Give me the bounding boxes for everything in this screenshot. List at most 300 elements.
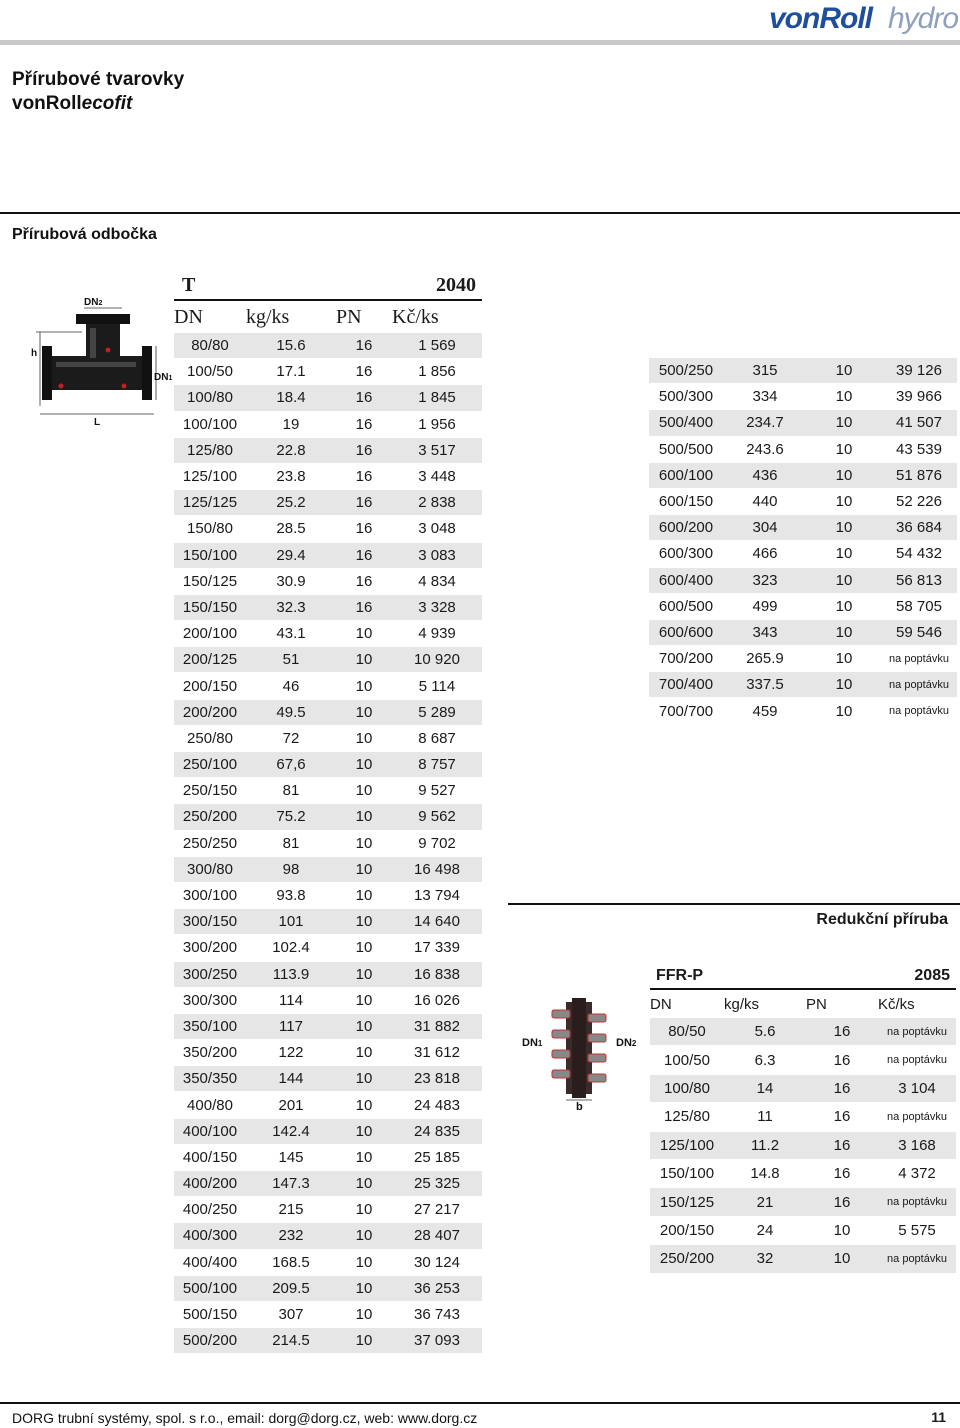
cell-weight: 5.6 (754, 1023, 776, 1041)
table-row (174, 1014, 482, 1040)
cell-price: 31 612 (414, 1044, 460, 1062)
cell-dn: 700/700 (658, 702, 714, 720)
table-row (174, 1092, 482, 1118)
cell-price: 1 845 (418, 389, 456, 407)
tee-label-h: h (31, 348, 38, 359)
cell-weight: 11 (757, 1108, 773, 1126)
cell-weight: 114 (279, 991, 303, 1009)
cell-price: 16 838 (414, 965, 460, 983)
cell-dn: 400/100 (182, 1122, 238, 1140)
cell-weight: 215 (278, 1201, 304, 1219)
cell-price: 51 876 (896, 466, 942, 484)
table-type: FFR-P (656, 966, 704, 984)
cell-dn: 100/50 (664, 1051, 710, 1069)
cell-dn: 150/100 (182, 546, 238, 564)
cell-pn: 10 (355, 1044, 373, 1062)
table-body (174, 333, 482, 1354)
cell-weight: 98 (282, 860, 300, 878)
cell-price: na poptávku (889, 678, 949, 691)
cell-pn: 16 (833, 1165, 851, 1183)
cell-price: 25 325 (414, 1175, 460, 1193)
cell-dn: 600/300 (658, 545, 714, 563)
footer-rule (0, 1402, 960, 1404)
cell-pn: 10 (355, 677, 373, 695)
cell-price: 23 818 (414, 1070, 460, 1088)
cell-price: 24 835 (414, 1122, 460, 1140)
cell-price: 4 939 (418, 625, 456, 643)
cell-weight: 499 (752, 597, 778, 615)
table-row (649, 515, 957, 541)
cell-weight: 21 (756, 1193, 774, 1211)
table-row (174, 804, 482, 830)
cell-price: na poptávku (887, 1054, 947, 1067)
cell-dn: 300/250 (182, 965, 238, 983)
cell-pn: 16 (355, 441, 373, 459)
table-row (174, 1302, 482, 1328)
cell-price: 30 124 (414, 1253, 460, 1271)
tee-label-dn1: DN1 (154, 372, 173, 383)
cell-weight: 15.6 (276, 337, 306, 355)
table-row (174, 778, 482, 804)
cell-price: 54 432 (896, 545, 942, 563)
cell-dn: 350/200 (182, 1044, 238, 1062)
cell-pn: 16 (355, 598, 373, 616)
header-pn: PN (806, 995, 827, 1013)
cell-weight: 93.8 (276, 887, 306, 905)
reducer-label-dn1: DN1 (522, 1037, 543, 1049)
table-body (649, 358, 957, 725)
cell-price: na poptávku (887, 1252, 947, 1265)
tee-label-l: L (94, 417, 101, 428)
cell-dn: 600/100 (658, 466, 714, 484)
cell-price: 2 838 (418, 494, 456, 512)
cell-dn: 700/400 (658, 676, 714, 694)
table-row (174, 438, 482, 464)
table-row (649, 437, 957, 463)
table-row (650, 1188, 956, 1216)
tee-price-table-continued (649, 358, 957, 725)
table-row (649, 594, 957, 620)
cell-weight: 201 (278, 1096, 304, 1114)
header-dn: DN (174, 305, 203, 328)
cell-price: 59 546 (896, 623, 942, 641)
cell-pn: 10 (355, 625, 373, 643)
cell-price: 3 048 (418, 520, 456, 538)
cell-weight: 466 (752, 545, 778, 563)
cell-price: 3 104 (898, 1079, 936, 1097)
table-row (174, 935, 482, 961)
cell-pn: 10 (835, 493, 853, 511)
cell-pn: 10 (355, 887, 373, 905)
header-weight: kg/ks (724, 995, 760, 1013)
cell-pn: 10 (835, 650, 853, 668)
cell-pn: 10 (835, 571, 853, 589)
cell-weight: 81 (282, 782, 300, 800)
cell-dn: 300/100 (182, 887, 238, 905)
cell-pn: 10 (355, 1253, 373, 1271)
cell-price: 36 253 (414, 1279, 460, 1297)
cell-weight: 436 (752, 466, 778, 484)
cell-pn: 10 (835, 545, 853, 563)
cell-weight: 440 (752, 493, 778, 511)
cell-price: 16 026 (414, 991, 460, 1009)
cell-pn: 10 (835, 388, 853, 406)
cell-price: 3 168 (898, 1136, 936, 1154)
table-row (174, 1040, 482, 1066)
cell-pn: 10 (355, 1148, 373, 1166)
cell-pn: 10 (355, 1227, 373, 1245)
cell-dn: 500/100 (182, 1279, 238, 1297)
table-row (174, 412, 482, 438)
cell-weight: 46 (282, 677, 300, 695)
cell-price: 3 083 (418, 546, 456, 564)
table-row (174, 726, 482, 752)
cell-dn: 80/80 (191, 337, 229, 355)
cell-weight: 25.2 (276, 494, 306, 512)
cell-price: 3 517 (418, 441, 456, 459)
cell-price: 4 834 (418, 572, 456, 590)
cell-weight: 147.3 (272, 1175, 310, 1193)
cell-weight: 145 (278, 1148, 304, 1166)
table-row (650, 1075, 956, 1103)
table-row (649, 646, 957, 672)
cell-dn: 125/125 (182, 494, 238, 512)
cell-weight: 337.5 (746, 676, 784, 694)
cell-pn: 10 (355, 860, 373, 878)
cell-dn: 250/250 (182, 834, 238, 852)
table-row (649, 568, 957, 594)
cell-dn: 500/150 (182, 1306, 238, 1324)
cell-pn: 16 (355, 494, 373, 512)
table-row (650, 1160, 956, 1188)
cell-price: 5 114 (418, 677, 456, 695)
cell-dn: 250/150 (182, 782, 238, 800)
table-code: 2040 (436, 274, 476, 296)
reducer-flange-figure (516, 984, 646, 1114)
table-row (174, 621, 482, 647)
cell-dn: 150/125 (182, 572, 238, 590)
table-row (649, 410, 957, 436)
cell-dn: 150/150 (182, 598, 238, 616)
cell-weight: 6.3 (754, 1051, 776, 1069)
cell-dn: 80/50 (668, 1023, 706, 1041)
cell-dn: 125/100 (182, 468, 238, 486)
cell-dn: 500/200 (182, 1332, 238, 1350)
cell-weight: 117 (279, 1017, 303, 1035)
table-row (174, 333, 482, 359)
cell-dn: 200/150 (659, 1221, 715, 1239)
cell-weight: 24 (756, 1221, 774, 1239)
cell-dn: 500/400 (658, 414, 714, 432)
table-header-row (650, 990, 956, 1018)
cell-weight: 102.4 (272, 939, 310, 957)
cell-dn: 600/400 (658, 571, 714, 589)
cell-weight: 214.5 (272, 1332, 310, 1350)
cell-price: 31 882 (414, 1017, 460, 1035)
cell-price: 27 217 (414, 1201, 460, 1219)
cell-dn: 400/300 (182, 1227, 238, 1245)
cell-dn: 250/200 (182, 808, 238, 826)
table-row (649, 463, 957, 489)
table-row (174, 752, 482, 778)
cell-price: na poptávku (889, 705, 949, 718)
table-row (650, 1018, 956, 1046)
table-row (174, 962, 482, 988)
cell-price: 14 640 (414, 913, 460, 931)
table-row (649, 620, 957, 646)
reducer-section-rule (508, 903, 960, 905)
cell-dn: 600/500 (658, 597, 714, 615)
cell-price: 25 185 (414, 1148, 460, 1166)
table-row (174, 543, 482, 569)
cell-pn: 16 (355, 415, 373, 433)
cell-pn: 16 (355, 520, 373, 538)
table-title-row (174, 271, 482, 301)
cell-weight: 144 (278, 1070, 304, 1088)
cell-pn: 10 (835, 676, 853, 694)
cell-price: 52 226 (896, 493, 942, 511)
cell-weight: 30.9 (276, 572, 306, 590)
reducer-heading: Redukční příruba (816, 911, 948, 928)
cell-pn: 10 (355, 1332, 373, 1350)
cell-pn: 10 (355, 834, 373, 852)
page-number: 11 (931, 1409, 946, 1425)
cell-weight: 343 (752, 623, 778, 641)
cell-weight: 101 (278, 913, 304, 931)
table-row (649, 489, 957, 515)
cell-pn: 10 (355, 1175, 373, 1193)
cell-price: 39 126 (896, 362, 942, 380)
cell-pn: 16 (355, 546, 373, 564)
cell-price: 1 856 (418, 363, 456, 381)
cell-weight: 19 (282, 415, 300, 433)
cell-dn: 400/250 (182, 1201, 238, 1219)
cell-price: 3 448 (418, 468, 456, 486)
cell-price: 8 757 (418, 756, 456, 774)
table-row (174, 647, 482, 673)
brand-logo-hydro: hydro (887, 2, 958, 35)
cell-dn: 350/100 (182, 1017, 238, 1035)
reducer-price-table (650, 963, 956, 1274)
cell-weight: 72 (282, 729, 300, 747)
cell-weight: 243.6 (746, 440, 784, 458)
cell-pn: 16 (355, 389, 373, 407)
table-header-row (174, 301, 482, 333)
page-title-line1: Přírubové tvarovky (12, 69, 185, 90)
cell-pn: 10 (833, 1221, 851, 1239)
cell-dn: 100/80 (664, 1079, 710, 1097)
cell-price: 41 507 (896, 414, 942, 432)
cell-pn: 16 (355, 572, 373, 590)
cell-pn: 10 (355, 782, 373, 800)
tee-fitting-figure (26, 298, 176, 428)
cell-pn: 16 (833, 1079, 851, 1097)
table-row (174, 988, 482, 1014)
table-row (649, 698, 957, 724)
cell-weight: 265.9 (746, 650, 784, 668)
table-row (174, 857, 482, 883)
cell-dn: 150/80 (187, 520, 233, 538)
cell-weight: 49.5 (276, 703, 306, 721)
cell-weight: 43.1 (276, 625, 306, 643)
table-row (174, 1119, 482, 1145)
cell-pn: 16 (355, 337, 373, 355)
cell-weight: 11.2 (750, 1136, 780, 1154)
cell-price: 28 407 (414, 1227, 460, 1245)
table-row (174, 883, 482, 909)
brand-logo-von: vonRoll (769, 2, 872, 35)
table-row (174, 464, 482, 490)
cell-weight: 307 (278, 1306, 304, 1324)
cell-pn: 10 (355, 913, 373, 931)
cell-pn: 10 (355, 965, 373, 983)
header-weight: kg/ks (246, 305, 290, 328)
cell-pn: 10 (355, 1017, 373, 1035)
cell-dn: 500/250 (658, 362, 714, 380)
tee-body (42, 314, 152, 400)
cell-weight: 23.8 (276, 468, 306, 486)
cell-pn: 10 (835, 414, 853, 432)
cell-price: 39 966 (896, 388, 942, 406)
cell-price: 17 339 (414, 939, 460, 957)
cell-weight: 32 (756, 1250, 774, 1268)
table-row (174, 831, 482, 857)
table-row (174, 1171, 482, 1197)
cell-pn: 10 (835, 597, 853, 615)
cell-dn: 200/125 (182, 651, 238, 669)
table-row (650, 1217, 956, 1245)
cell-pn: 10 (355, 1070, 373, 1088)
header-dn: DN (650, 995, 672, 1013)
cell-weight: 51 (282, 651, 300, 669)
cell-weight: 234.7 (746, 414, 784, 432)
cell-price: 1 956 (418, 415, 456, 433)
table-row (649, 672, 957, 698)
cell-weight: 209.5 (272, 1279, 310, 1297)
table-row (174, 490, 482, 516)
reducer-label-dn2: DN2 (616, 1037, 637, 1049)
cell-dn: 250/200 (659, 1250, 715, 1268)
cell-pn: 16 (355, 363, 373, 381)
footer-text: DORG trubní systémy, spol. s r.o., email: dorg@dorg.cz, web: www.dorg.cz (12, 1410, 478, 1426)
cell-pn: 10 (355, 1201, 373, 1219)
section-heading: Přírubová odbočka (12, 226, 157, 243)
cell-dn: 400/150 (182, 1148, 238, 1166)
table-row (174, 359, 482, 385)
cell-dn: 300/300 (182, 991, 238, 1009)
table-row (174, 673, 482, 699)
cell-pn: 10 (835, 362, 853, 380)
cell-price: 24 483 (414, 1096, 460, 1114)
table-row (174, 700, 482, 726)
cell-price: 5 289 (418, 703, 456, 721)
table-row (174, 569, 482, 595)
table-row (174, 1066, 482, 1092)
cell-pn: 16 (833, 1193, 851, 1211)
cell-dn: 100/80 (187, 389, 233, 407)
cell-pn: 16 (833, 1023, 851, 1041)
header-price: Kč/ks (392, 305, 439, 328)
cell-price: 10 920 (414, 651, 460, 669)
table-row (650, 1046, 956, 1074)
cell-weight: 142.4 (272, 1122, 310, 1140)
tee-price-table (174, 271, 482, 1354)
table-row (174, 1328, 482, 1354)
reducer-body (552, 998, 606, 1098)
cell-weight: 459 (752, 702, 778, 720)
cell-weight: 304 (752, 519, 778, 537)
table-title-row (650, 963, 956, 990)
cell-dn: 350/350 (182, 1070, 238, 1088)
cell-dn: 125/80 (664, 1108, 710, 1126)
cell-price: 3 328 (418, 598, 456, 616)
cell-weight: 75.2 (276, 808, 306, 826)
table-row (649, 541, 957, 567)
table-row (174, 1276, 482, 1302)
reducer-label-b: b (576, 1101, 583, 1113)
cell-weight: 232 (278, 1227, 304, 1245)
cell-dn: 300/200 (182, 939, 238, 957)
cell-pn: 10 (835, 466, 853, 484)
cell-price: 43 539 (896, 440, 942, 458)
cell-pn: 10 (355, 991, 373, 1009)
cell-dn: 100/100 (182, 415, 238, 433)
cell-pn: 16 (833, 1051, 851, 1069)
cell-pn: 10 (835, 440, 853, 458)
cell-weight: 18.4 (276, 389, 306, 407)
cell-price: na poptávku (889, 652, 949, 665)
cell-price: 36 743 (414, 1306, 460, 1324)
cell-price: 5 575 (898, 1221, 936, 1239)
cell-price: 58 705 (896, 597, 942, 615)
page-title (12, 68, 184, 116)
cell-dn: 500/300 (658, 388, 714, 406)
table-row (174, 516, 482, 542)
cell-price: 8 687 (418, 729, 456, 747)
cell-price: na poptávku (887, 1196, 947, 1209)
cell-dn: 300/80 (187, 860, 233, 878)
cell-pn: 10 (355, 729, 373, 747)
table-type: T (182, 274, 196, 296)
cell-price: na poptávku (887, 1025, 947, 1038)
cell-dn: 300/150 (182, 913, 238, 931)
cell-dn: 400/400 (182, 1253, 238, 1271)
cell-weight: 32.3 (276, 598, 306, 616)
cell-price: 9 702 (418, 834, 456, 852)
cell-dn: 500/500 (658, 440, 714, 458)
page-title-italic: ecofit (81, 93, 133, 114)
cell-dn: 200/150 (182, 677, 238, 695)
table-row (174, 1250, 482, 1276)
cell-pn: 10 (355, 756, 373, 774)
cell-pn: 16 (355, 468, 373, 486)
cell-weight: 17.1 (276, 363, 306, 381)
cell-dn: 400/80 (187, 1096, 233, 1114)
header-price: Kč/ks (878, 995, 915, 1013)
cell-weight: 14 (756, 1079, 774, 1097)
cell-price: 9 562 (418, 808, 456, 826)
cell-pn: 10 (355, 1279, 373, 1297)
cell-pn: 10 (355, 703, 373, 721)
cell-dn: 250/80 (187, 729, 233, 747)
cell-dn: 600/200 (658, 519, 714, 537)
section-rule (0, 212, 960, 214)
table-row (174, 1145, 482, 1171)
cell-price: 1 569 (418, 337, 456, 355)
cell-weight: 28.5 (276, 520, 306, 538)
table-row (649, 384, 957, 410)
cell-dn: 200/100 (182, 625, 238, 643)
